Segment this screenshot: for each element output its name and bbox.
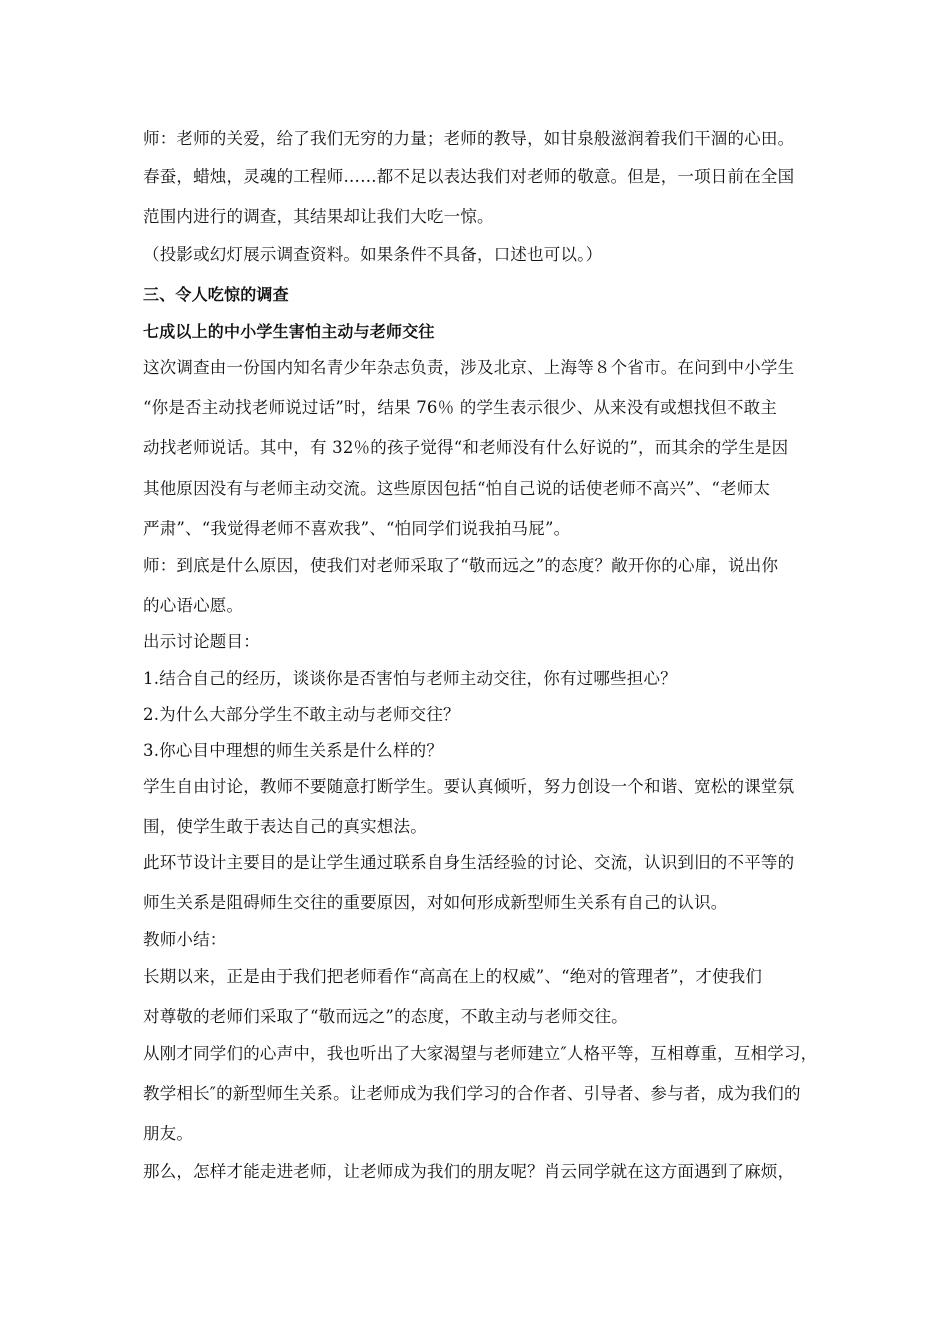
text-line: 其他原因没有与老师主动交流。这些原因包括“怕自己说的话使老师不高兴”、“老师太	[143, 479, 771, 498]
text-line: “你是否主动找老师说过话”时，结果 76％ 的学生表示很少、从来没有或想找但不敢主	[143, 398, 778, 417]
text-line: 这次调查由一份国内知名青少年杂志负责，涉及北京、上海等８个省市。在问到中小学生	[143, 358, 795, 377]
text-line: 教学相长″的新型师生关系。让老师成为我们学习的合作者、引导者、参与者，成为我们的	[143, 1084, 801, 1103]
text-line: 长期以来，正是由于我们把老师看作“高高在上的权威”、“绝对的管理者”，才使我们	[143, 967, 763, 986]
section-heading: 三、令人吃惊的调查	[143, 285, 289, 304]
text-line: 学生自由讨论，教师不要随意打断学生。要认真倾听，努力创设一个和谐、宽松的课堂氛	[143, 777, 795, 796]
text-line: 朋友。	[143, 1124, 194, 1143]
text-line: 师：老师的关爱，给了我们无穷的力量；老师的教导，如甘泉般滋润着我们干涸的心田。	[143, 129, 795, 148]
text-line: 师生关系是阻碍师生交往的重要原因，对如何形成新型师生关系有自己的认识。	[143, 893, 728, 912]
text-line: 出示讨论题目：	[143, 632, 260, 651]
text-line: 围，使学生敢于表达自己的真实想法。	[143, 817, 427, 836]
text-line: 严肃”、“我觉得老师不喜欢我”、“怕同学们说我拍马屁”。	[143, 519, 571, 538]
text-line: 的心语心愿。	[143, 596, 244, 615]
list-item: 1.结合自己的经历，谈谈你是否害怕与老师主动交往，你有过哪些担心？	[143, 669, 677, 688]
text-line: 那么，怎样才能走进老师，让老师成为我们的朋友呢？肖云同学就在这方面遇到了麻烦，	[143, 1162, 795, 1181]
text-line: 动找老师说话。其中，有 32％的孩子觉得“和老师没有什么好说的”，而其余的学生是因	[143, 438, 789, 457]
text-line: 对尊敬的老师们采取了“敬而远之”的态度，不敢主动与老师交往。	[143, 1007, 628, 1026]
text-line: 范围内进行的调查，其结果却让我们大吃一惊。	[143, 207, 494, 226]
text-line: 此环节设计主要目的是让学生通过联系自身生活经验的讨论、交流，认识到旧的不平等的	[143, 853, 795, 872]
text-line: 师：到底是什么原因，使我们对老师采取了“敬而远之”的态度？敞开你的心扉，说出你	[143, 556, 779, 575]
subsection-heading: 七成以上的中小学生害怕主动与老师交往	[143, 322, 435, 341]
text-line: 教师小结：	[143, 930, 227, 949]
list-item: 3.你心目中理想的师生关系是什么样的？	[143, 741, 444, 760]
text-line: （投影或幻灯展示调查资料。如果条件不具备，口述也可以。）	[143, 245, 603, 264]
text-line: 从刚才同学们的心声中，我也听出了大家渴望与老师建立″人格平等，互相尊重，互相学习，	[143, 1044, 818, 1063]
text-line: 春蚕，蜡烛，灵魂的工程师……都不足以表达我们对老师的敬意。但是，一项日前在全国	[143, 167, 795, 186]
list-item: 2.为什么大部分学生不敢主动与老师交往？	[143, 705, 460, 724]
